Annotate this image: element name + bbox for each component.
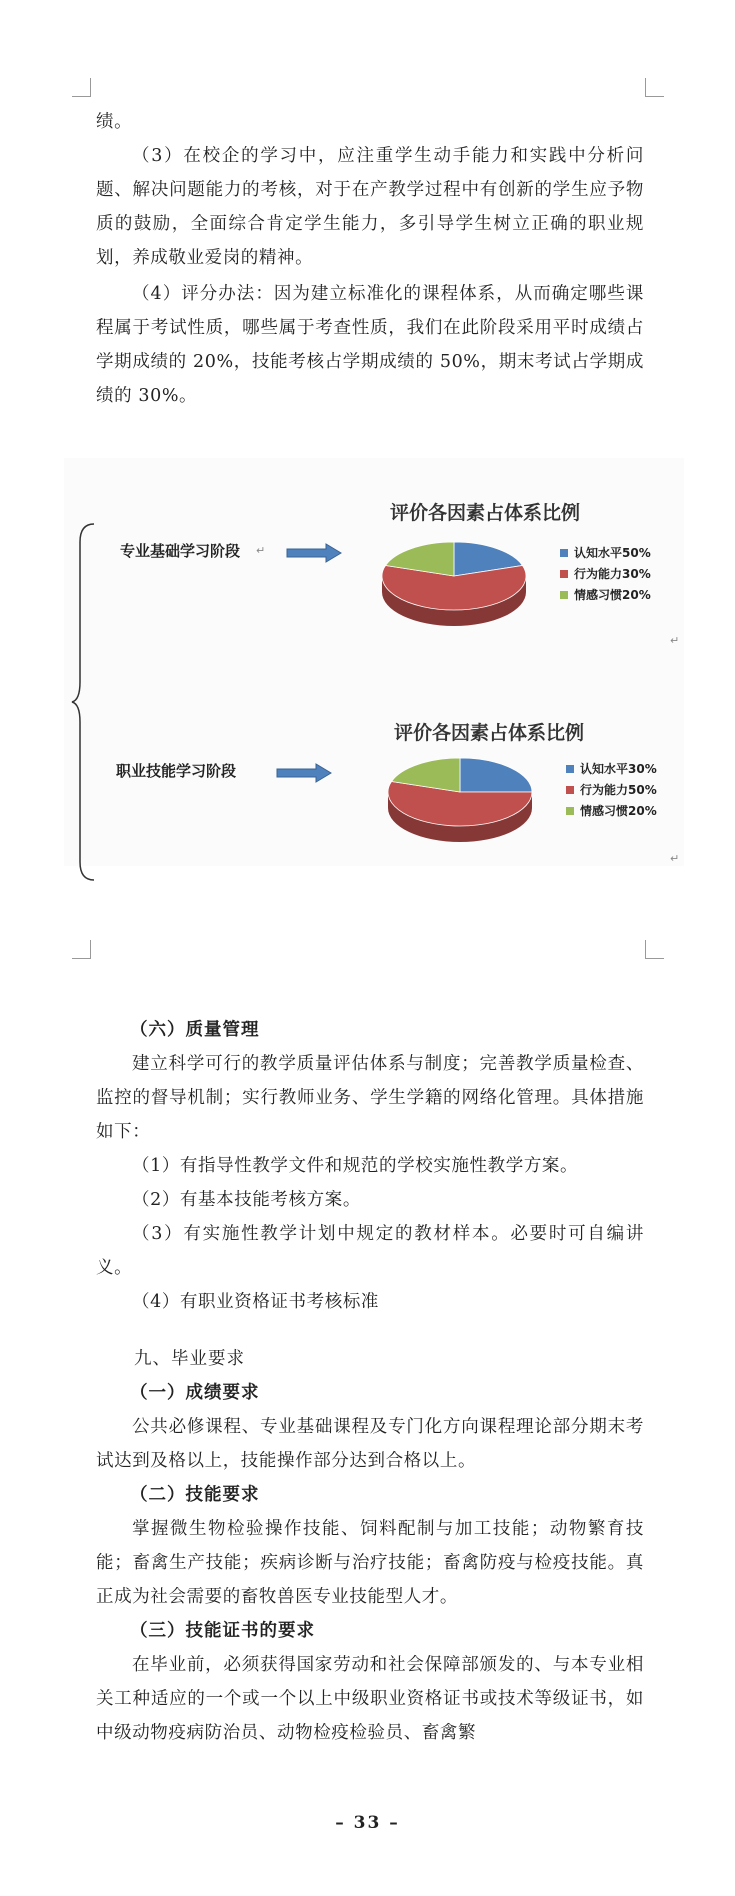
return-mark: ↵ <box>670 634 680 647</box>
crop-mark-top-right <box>645 78 664 97</box>
measure-item-3: （3）有实施性教学计划中规定的教材样本。必要时可自编讲义。 <box>96 1224 644 1278</box>
legend-label: 情感习惯20% <box>574 588 651 602</box>
legend-label: 认知水平50% <box>574 546 651 560</box>
figure-brace <box>70 522 100 882</box>
return-mark: ↵ <box>670 852 680 865</box>
legend-swatch <box>560 570 568 578</box>
legend-item <box>566 779 657 800</box>
chart-1-legend <box>560 542 651 605</box>
legend-item <box>560 542 651 563</box>
page-number: – 33 – <box>335 1813 400 1833</box>
legend-swatch <box>566 807 574 815</box>
legend-swatch <box>566 786 574 794</box>
measure-item-1: （1）有指导性教学文件和规范的学校实施性教学方案。 <box>132 1156 579 1176</box>
measure-item-4: （4）有职业资格证书考核标准 <box>132 1292 380 1312</box>
paragraph-score: 公共必修课程、专业基础课程及专门化方向课程理论部分期末考试达到及格以上，技能操作部分达到合格以上。 <box>96 1417 644 1471</box>
arrow-right-icon <box>286 543 342 563</box>
pie-slice-认知水平30% <box>460 758 532 792</box>
legend-item <box>566 800 657 821</box>
legend-label: 情感习惯20% <box>580 804 657 818</box>
legend-swatch <box>560 549 568 557</box>
stage-label-basic: 专业基础学习阶段 <box>120 542 241 560</box>
legend-swatch <box>560 591 568 599</box>
subheading-skill: （二）技能要求 <box>130 1485 260 1505</box>
subheading-certificate: （三）技能证书的要求 <box>130 1621 315 1641</box>
crop-mark-top-left <box>72 78 91 97</box>
chart-2-title: 评价各因素占体系比例 <box>394 722 585 744</box>
return-mark: ↵ <box>256 544 266 557</box>
paragraph-item-3: （3）在校企的学习中，应注重学生动手能力和实践中分析问题、解决问题能力的考核，对于在产教学过程中有创新的学生应予物质的鼓励，全面综合肯定学生能力，多引导学生树立正确的职业规划，养成敬业爱岗的精神。 <box>96 146 644 268</box>
crop-mark-mid-left <box>72 940 91 959</box>
paragraph-continuation: 绩。 <box>96 112 133 132</box>
subheading-score: （一）成绩要求 <box>130 1383 260 1403</box>
legend-label: 行为能力50% <box>580 783 657 797</box>
pie-chart-skill <box>360 748 560 858</box>
section-heading-graduation: 九、毕业要求 <box>134 1349 245 1369</box>
evaluation-figure <box>64 458 684 866</box>
measure-item-2: （2）有基本技能考核方案。 <box>132 1190 361 1210</box>
legend-label: 认知水平30% <box>580 762 657 776</box>
paragraph-item-4: （4）评分办法：因为建立标准化的课程体系，从而确定哪些课程属于考试性质，哪些属于考查性质，我们在此阶段采用平时成绩占学期成绩的 20%，技能考核占学期成绩的 50%，期末考试占学期成绩的 30%。 <box>96 284 644 406</box>
arrow-right-icon <box>276 763 332 783</box>
legend-item <box>560 584 651 605</box>
chart-1-title: 评价各因素占体系比例 <box>390 502 581 524</box>
crop-mark-mid-right <box>645 940 664 959</box>
legend-item <box>566 758 657 779</box>
section-heading-quality: （六）质量管理 <box>130 1020 260 1040</box>
stage-label-skill: 职业技能学习阶段 <box>116 762 237 780</box>
legend-swatch <box>566 765 574 773</box>
chart-2-legend <box>566 758 657 821</box>
pie-chart-basic <box>354 532 554 642</box>
paragraph-certificate: 在毕业前，必须获得国家劳动和社会保障部颁发的、与本专业相关工种适应的一个或一个以上中级职业资格证书或技术等级证书，如中级动物疫病防治员、动物检疫检验员、畜禽繁 <box>96 1655 644 1743</box>
paragraph-skill: 掌握微生物检验操作技能、饲料配制与加工技能；动物繁育技能；畜禽生产技能；疾病诊断与治疗技能；畜禽防疫与检疫技能。真正成为社会需要的畜牧兽医专业技能型人才。 <box>96 1519 644 1607</box>
paragraph-quality: 建立科学可行的教学质量评估体系与制度；完善教学质量检查、监控的督导机制；实行教师业务、学生学籍的网络化管理。具体措施如下： <box>96 1054 644 1142</box>
legend-label: 行为能力30% <box>574 567 651 581</box>
legend-item <box>560 563 651 584</box>
